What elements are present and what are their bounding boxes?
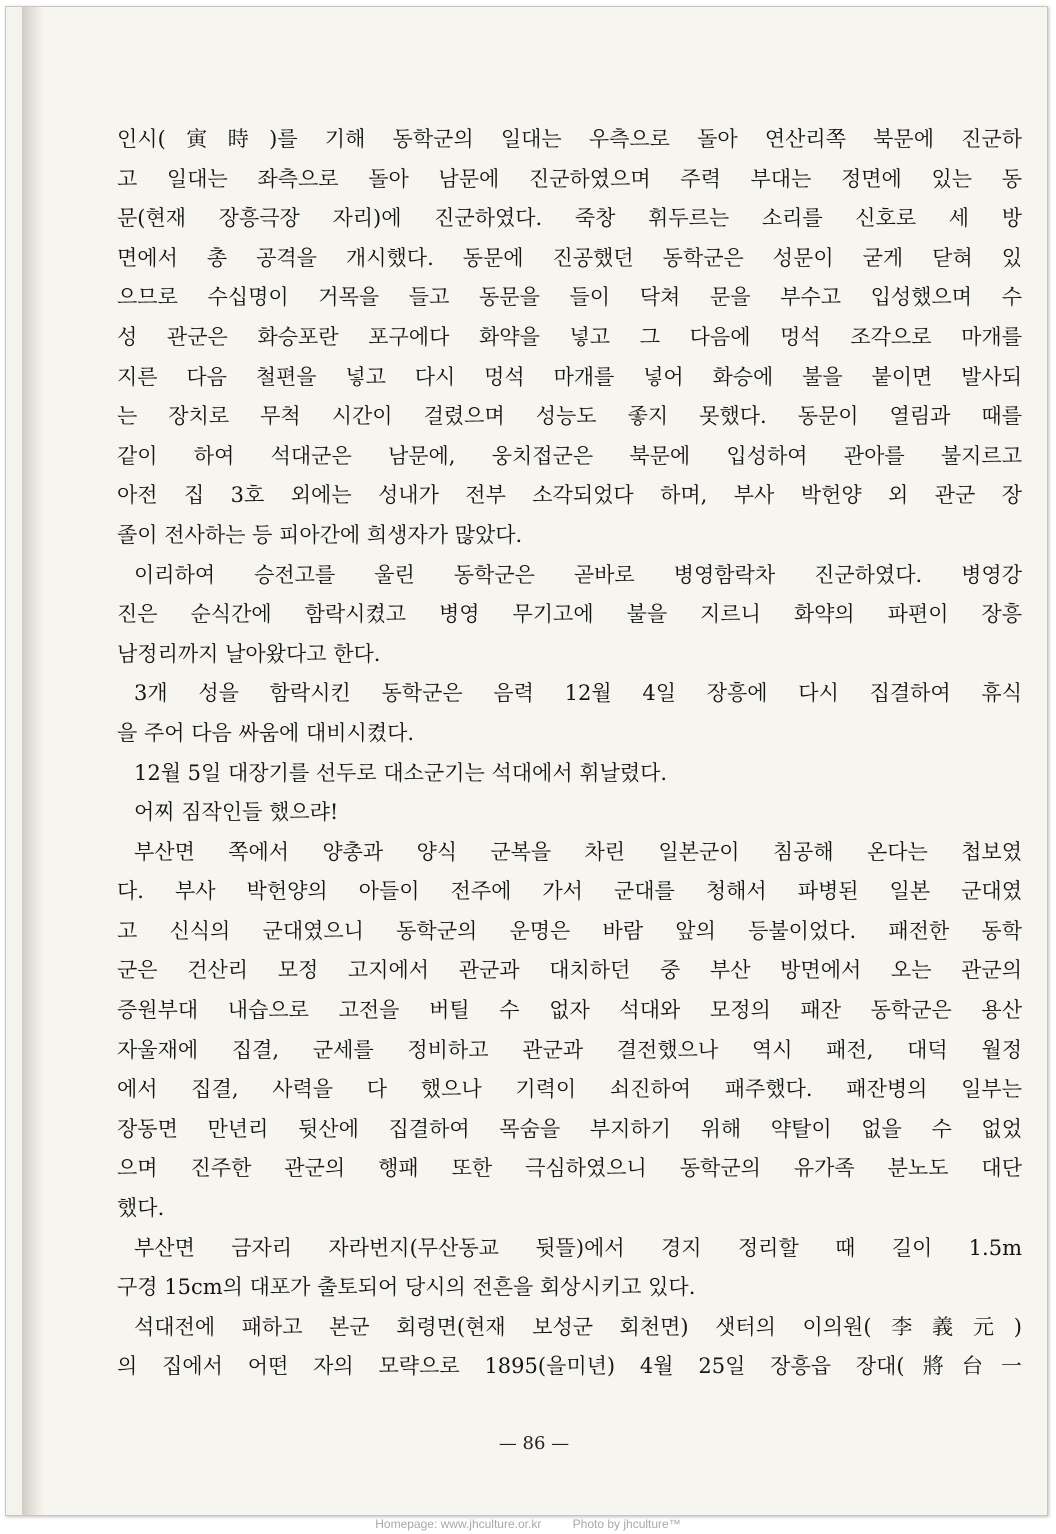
- text-line: 어찌 짐작인들 했으랴!: [134, 800, 339, 825]
- photo-frame: [5, 6, 1048, 1516]
- text-line: 석대전에 패하고 본군 회령면(현재 보성군 회천면) 샛터의 이의원(李義元): [134, 1314, 1022, 1339]
- text-line: 는 장치로 무척 시간이 걸렸으며 성능도 좋지 못했다. 동문이 열림과 때를: [117, 404, 1022, 429]
- text-line: 이리하여 승전고를 울린 동학군은 곧바로 병영함락차 진군하였다. 병영강: [134, 562, 1022, 587]
- spine-shadow: [22, 7, 44, 1515]
- text-line: 3개 성을 함락시킨 동학군은 음력 12월 4일 장흥에 다시 집결하여 휴식: [134, 681, 1022, 706]
- text-line: 진은 순식간에 함락시켰고 병영 무기고에 불을 지르니 화약의 파편이 장흥: [117, 602, 1022, 627]
- text-line: 의 집에서 어떤 자의 모략으로 1895(을미년) 4월 25일 장흥읍 장대(將台一: [117, 1354, 1022, 1379]
- photo-credit: Photo by jhculture™: [572, 1517, 681, 1531]
- text-line: 다. 부사 박헌양의 아들이 전주에 가서 군대를 청해서 파병된 일본 군대였: [117, 879, 1022, 904]
- text-line: 같이 하여 석대군은 남문에, 웅치접군은 북문에 입성하여 관아를 불지르고: [117, 443, 1022, 468]
- text-line: 성 관군은 화승포란 포구에다 화약을 넣고 그 다음에 멍석 조각으로 마개를: [117, 324, 1022, 349]
- text-line: 에서 집결, 사력을 다 했으나 기력이 쇠진하여 패주했다. 패잔병의 일부는: [117, 1077, 1022, 1102]
- photo-credit-footer: [0, 1517, 1056, 1531]
- text-line: 으므로 수십명이 거목을 들고 동문을 들이 닥쳐 문을 부수고 입성했으며 수: [117, 285, 1022, 310]
- text-line: 아전 집 3호 외에는 성내가 전부 소각되었다 하며, 부사 박헌양 외 관군 장: [117, 483, 1022, 508]
- book-page: [22, 7, 1046, 1515]
- page-number: — 86 —: [498, 1433, 570, 1454]
- text-line: 12월 5일 대장기를 선두로 대소군기는 석대에서 휘날렸다.: [134, 760, 668, 785]
- body-text: [117, 120, 1022, 1387]
- text-line: 부산면 쪽에서 양총과 양식 군복을 차린 일본군이 침공해 온다는 첩보였: [134, 839, 1022, 864]
- text-line: 지른 다음 철편을 넣고 다시 멍석 마개를 넣어 화승에 불을 붙이면 발사되: [117, 364, 1022, 389]
- text-line: 인시(寅時)를 기해 동학군의 일대는 우측으로 돌아 연산리쪽 북문에 진군하: [117, 127, 1022, 151]
- text-line: 증원부대 내습으로 고전을 버틸 수 없자 석대와 모정의 패잔 동학군은 용산: [117, 998, 1022, 1023]
- text-line: 고 신식의 군대였으니 동학군의 운명은 바람 앞의 등불이었다. 패전한 동학: [117, 918, 1022, 943]
- text-line: 문(현재 장흥극장 자리)에 진군하였다. 죽창 휘두르는 소리를 신호로 세 방: [117, 206, 1022, 231]
- text-line: 구경 15cm의 대포가 출토되어 당시의 전흔을 회상시키고 있다.: [117, 1275, 696, 1300]
- text-line: 면에서 총 공격을 개시했다. 동문에 진공했던 동학군은 성문이 굳게 닫혀 있: [117, 245, 1022, 270]
- text-line: 졸이 전사하는 등 피아간에 희생자가 많았다.: [117, 522, 523, 547]
- text-line: 을 주어 다음 싸움에 대비시켰다.: [117, 720, 415, 745]
- text-line: 부산면 금자리 자라번지(무산동교 뒷뜰)에서 경지 정리할 때 길이 1.5m: [134, 1235, 1022, 1260]
- text-line: 고 일대는 좌측으로 돌아 남문에 진군하였으며 주력 부대는 정면에 있는 동: [117, 166, 1022, 191]
- text-line: 군은 건산리 모정 고지에서 관군과 대치하던 중 부산 방면에서 오는 관군의: [117, 958, 1022, 983]
- text-line: 했다.: [117, 1196, 165, 1221]
- text-line: 남정리까지 날아왔다고 한다.: [117, 641, 381, 666]
- homepage-credit: Homepage: www.jhculture.or.kr: [375, 1517, 542, 1531]
- text-line: 으며 진주한 관군의 행패 또한 극심하였으니 동학군의 유가족 분노도 대단: [117, 1156, 1022, 1181]
- text-line: 자울재에 집결, 군세를 정비하고 관군과 결전했으나 역시 패전, 대덕 월정: [117, 1037, 1022, 1062]
- text-line: 장동면 만년리 뒷산에 집결하여 목숨을 부지하기 위해 약탈이 없을 수 없었: [117, 1116, 1022, 1141]
